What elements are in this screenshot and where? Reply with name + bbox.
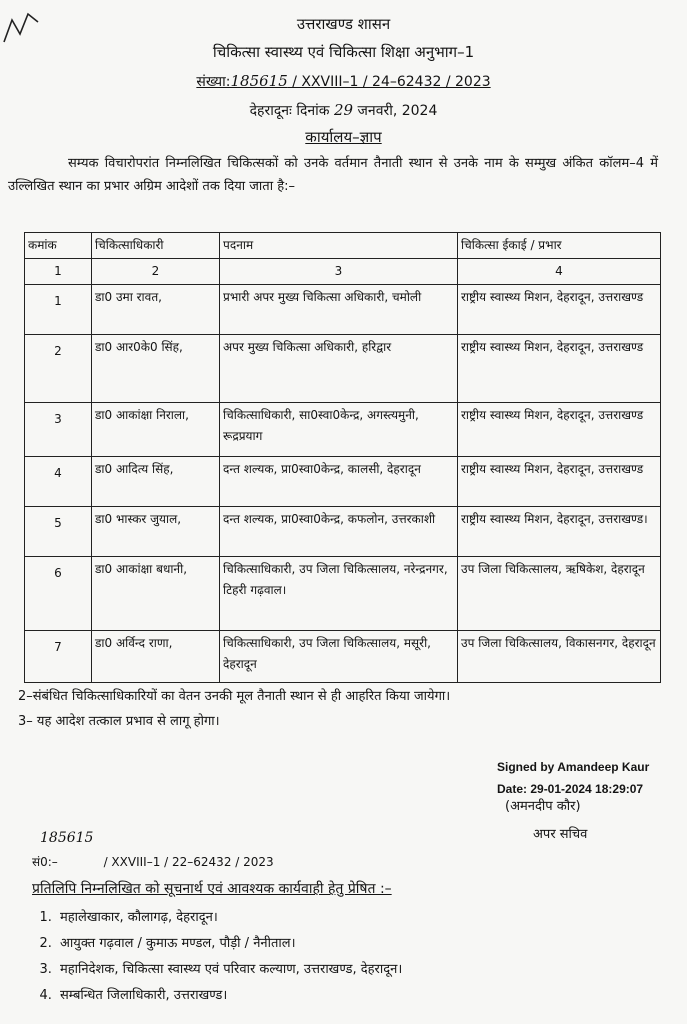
date-day-handwritten: 29 — [334, 101, 354, 119]
row-unit: उप जिला चिकित्सालय, विकासनगर, देहरादून — [458, 631, 661, 683]
row-designation: चिकित्साधिकारी, सा0स्वा0केन्द्र, अगस्त्यमुनी, रूद्रप्रयाग — [220, 403, 458, 457]
date-rest: जनवरी, 2024 — [357, 103, 438, 119]
signatory-name: (अमनदीप कौर) — [505, 799, 581, 814]
table-row — [25, 631, 661, 683]
order-number-handwritten: 185615 — [230, 72, 288, 90]
note-effective: 3– यह आदेश तत्काल प्रभाव से लागू होगा। — [18, 714, 220, 729]
row-serial: 7 — [25, 631, 92, 683]
column-number: 4 — [458, 259, 661, 285]
row-serial: 4 — [25, 457, 92, 507]
row-unit: राष्ट्रीय स्वास्थ्य मिशन, देहरादून, उत्तराखण्ड — [458, 457, 661, 507]
table-row — [25, 403, 661, 457]
row-unit: राष्ट्रीय स्वास्थ्य मिशन, देहरादून, उत्तराखण्ड — [458, 335, 661, 403]
table-row — [25, 335, 661, 403]
column-number-row — [25, 259, 661, 285]
row-doctor: डा0 आकांक्षा निराला, — [92, 403, 220, 457]
row-designation: प्रभारी अपर मुख्य चिकित्सा अधिकारी, चमोली — [220, 285, 458, 335]
row-designation: अपर मुख्य चिकित्सा अधिकारी, हरिद्वार — [220, 335, 458, 403]
place-date-line — [0, 101, 687, 120]
document-type-title: कार्यालय–ज्ञाप — [305, 128, 382, 146]
row-unit: राष्ट्रीय स्वास्थ्य मिशन, देहरादून, उत्तराखण्ड — [458, 403, 661, 457]
copy-title: प्रतिलिपि निम्नलिखित को सूचनार्थ एवं आवश्यक कार्यवाही हेतु प्रेषित :– — [32, 881, 392, 897]
header-unit: चिकित्सा ईकाई / प्रभार — [458, 233, 661, 259]
row-doctor: डा0 उमा रावत, — [92, 285, 220, 335]
digital-signature-date: Date: 29-01-2024 18:29:07 — [497, 782, 644, 796]
digital-signature-name: Signed by Amandeep Kaur — [497, 760, 650, 774]
row-doctor: डा0 भास्कर जुयाल, — [92, 507, 220, 557]
note-salary: 2–संबंधित चिकित्साधिकारियों का वेतन उनकी मूल तैनाती स्थान से ही आहरित किया जायेगा। — [18, 689, 451, 704]
row-serial: 2 — [25, 335, 92, 403]
copy-reference — [32, 853, 274, 870]
row-serial: 3 — [25, 403, 92, 457]
intro-paragraph: सम्यक विचारोपरांत निम्नलिखित चिकित्सकों को उनके वर्तमान तैनाती स्थान से उनके नाम के सम्मुख अंकित कॉलम–4 में उल्लिखित स्थान का प्रभार अग्रिम आदेशों तक दिया जाता है:– — [8, 156, 658, 194]
order-number-rest: / XXVIII–1 / 24–62432 / 2023 — [287, 74, 491, 90]
row-doctor: डा0 आदित्य सिंह, — [92, 457, 220, 507]
signatory-designation: अपर सचिव — [533, 827, 588, 842]
order-number — [0, 72, 687, 91]
copy-ref-label: सं0:– — [32, 855, 58, 869]
table-row — [25, 557, 661, 631]
column-number: 2 — [92, 259, 220, 285]
table-row — [25, 507, 661, 557]
row-designation: चिकित्साधिकारी, उप जिला चिकित्सालय, मसूरी, देहरादून — [220, 631, 458, 683]
recipient-list — [22, 905, 402, 1009]
column-number: 1 — [25, 259, 92, 285]
header-doctor: चिकित्साधिकारी — [92, 233, 220, 259]
list-item: 4. सम्बन्धित जिलाधिकारी, उत्तराखण्ड। — [56, 983, 402, 1009]
copy-ref-rest: / XXVIII–1 / 22–62432 / 2023 — [103, 855, 274, 869]
row-designation: दन्त शल्यक, प्रा0स्वा0केन्द्र, कफलोन, उत्तरकाशी — [220, 507, 458, 557]
row-unit: राष्ट्रीय स्वास्थ्य मिशन, देहरादून, उत्तराखण्ड। — [458, 507, 661, 557]
copy-number-handwritten: 185615 — [40, 830, 94, 846]
government-heading: उत्तराखण्ड शासन — [296, 15, 391, 33]
section-heading: चिकित्सा स्वास्थ्य एवं चिकित्सा शिक्षा अनुभाग–1 — [212, 43, 475, 61]
row-unit: उप जिला चिकित्सालय, ऋषिकेश, देहरादून — [458, 557, 661, 631]
table-row — [25, 285, 661, 335]
row-doctor: डा0 आर0के0 सिंह, — [92, 335, 220, 403]
order-number-label: संख्या: — [196, 74, 231, 90]
row-serial: 6 — [25, 557, 92, 631]
list-item: 1. महालेखाकार, कौलागढ़, देहरादून। — [56, 905, 402, 931]
transfer-orders-table — [24, 232, 661, 683]
header-serial: कमांक — [25, 233, 92, 259]
row-doctor: डा0 आकांक्षा बधानी, — [92, 557, 220, 631]
row-designation: दन्त शल्यक, प्रा0स्वा0केन्द्र, कालसी, देहरादून — [220, 457, 458, 507]
row-unit: राष्ट्रीय स्वास्थ्य मिशन, देहरादून, उत्तराखण्ड — [458, 285, 661, 335]
row-serial: 1 — [25, 285, 92, 335]
column-number: 3 — [220, 259, 458, 285]
list-item: 3. महानिदेशक, चिकित्सा स्वास्थ्य एवं परिवार कल्याण, उत्तराखण्ड, देहरादून। — [56, 957, 402, 983]
list-item: 2. आयुक्त गढ़वाल / कुमाऊ मण्डल, पौड़ी / नैनीताल। — [56, 931, 402, 957]
table-row — [25, 457, 661, 507]
header-designation: पदनाम — [220, 233, 458, 259]
table-header-row — [25, 233, 661, 259]
row-designation: चिकित्साधिकारी, उप जिला चिकित्सालय, नरेन्द्रनगर, टिहरी गढ़वाल। — [220, 557, 458, 631]
row-doctor: डा0 अर्विन्द राणा, — [92, 631, 220, 683]
place-date-prefix: देहरादूनः दिनांक — [249, 103, 330, 119]
row-serial: 5 — [25, 507, 92, 557]
